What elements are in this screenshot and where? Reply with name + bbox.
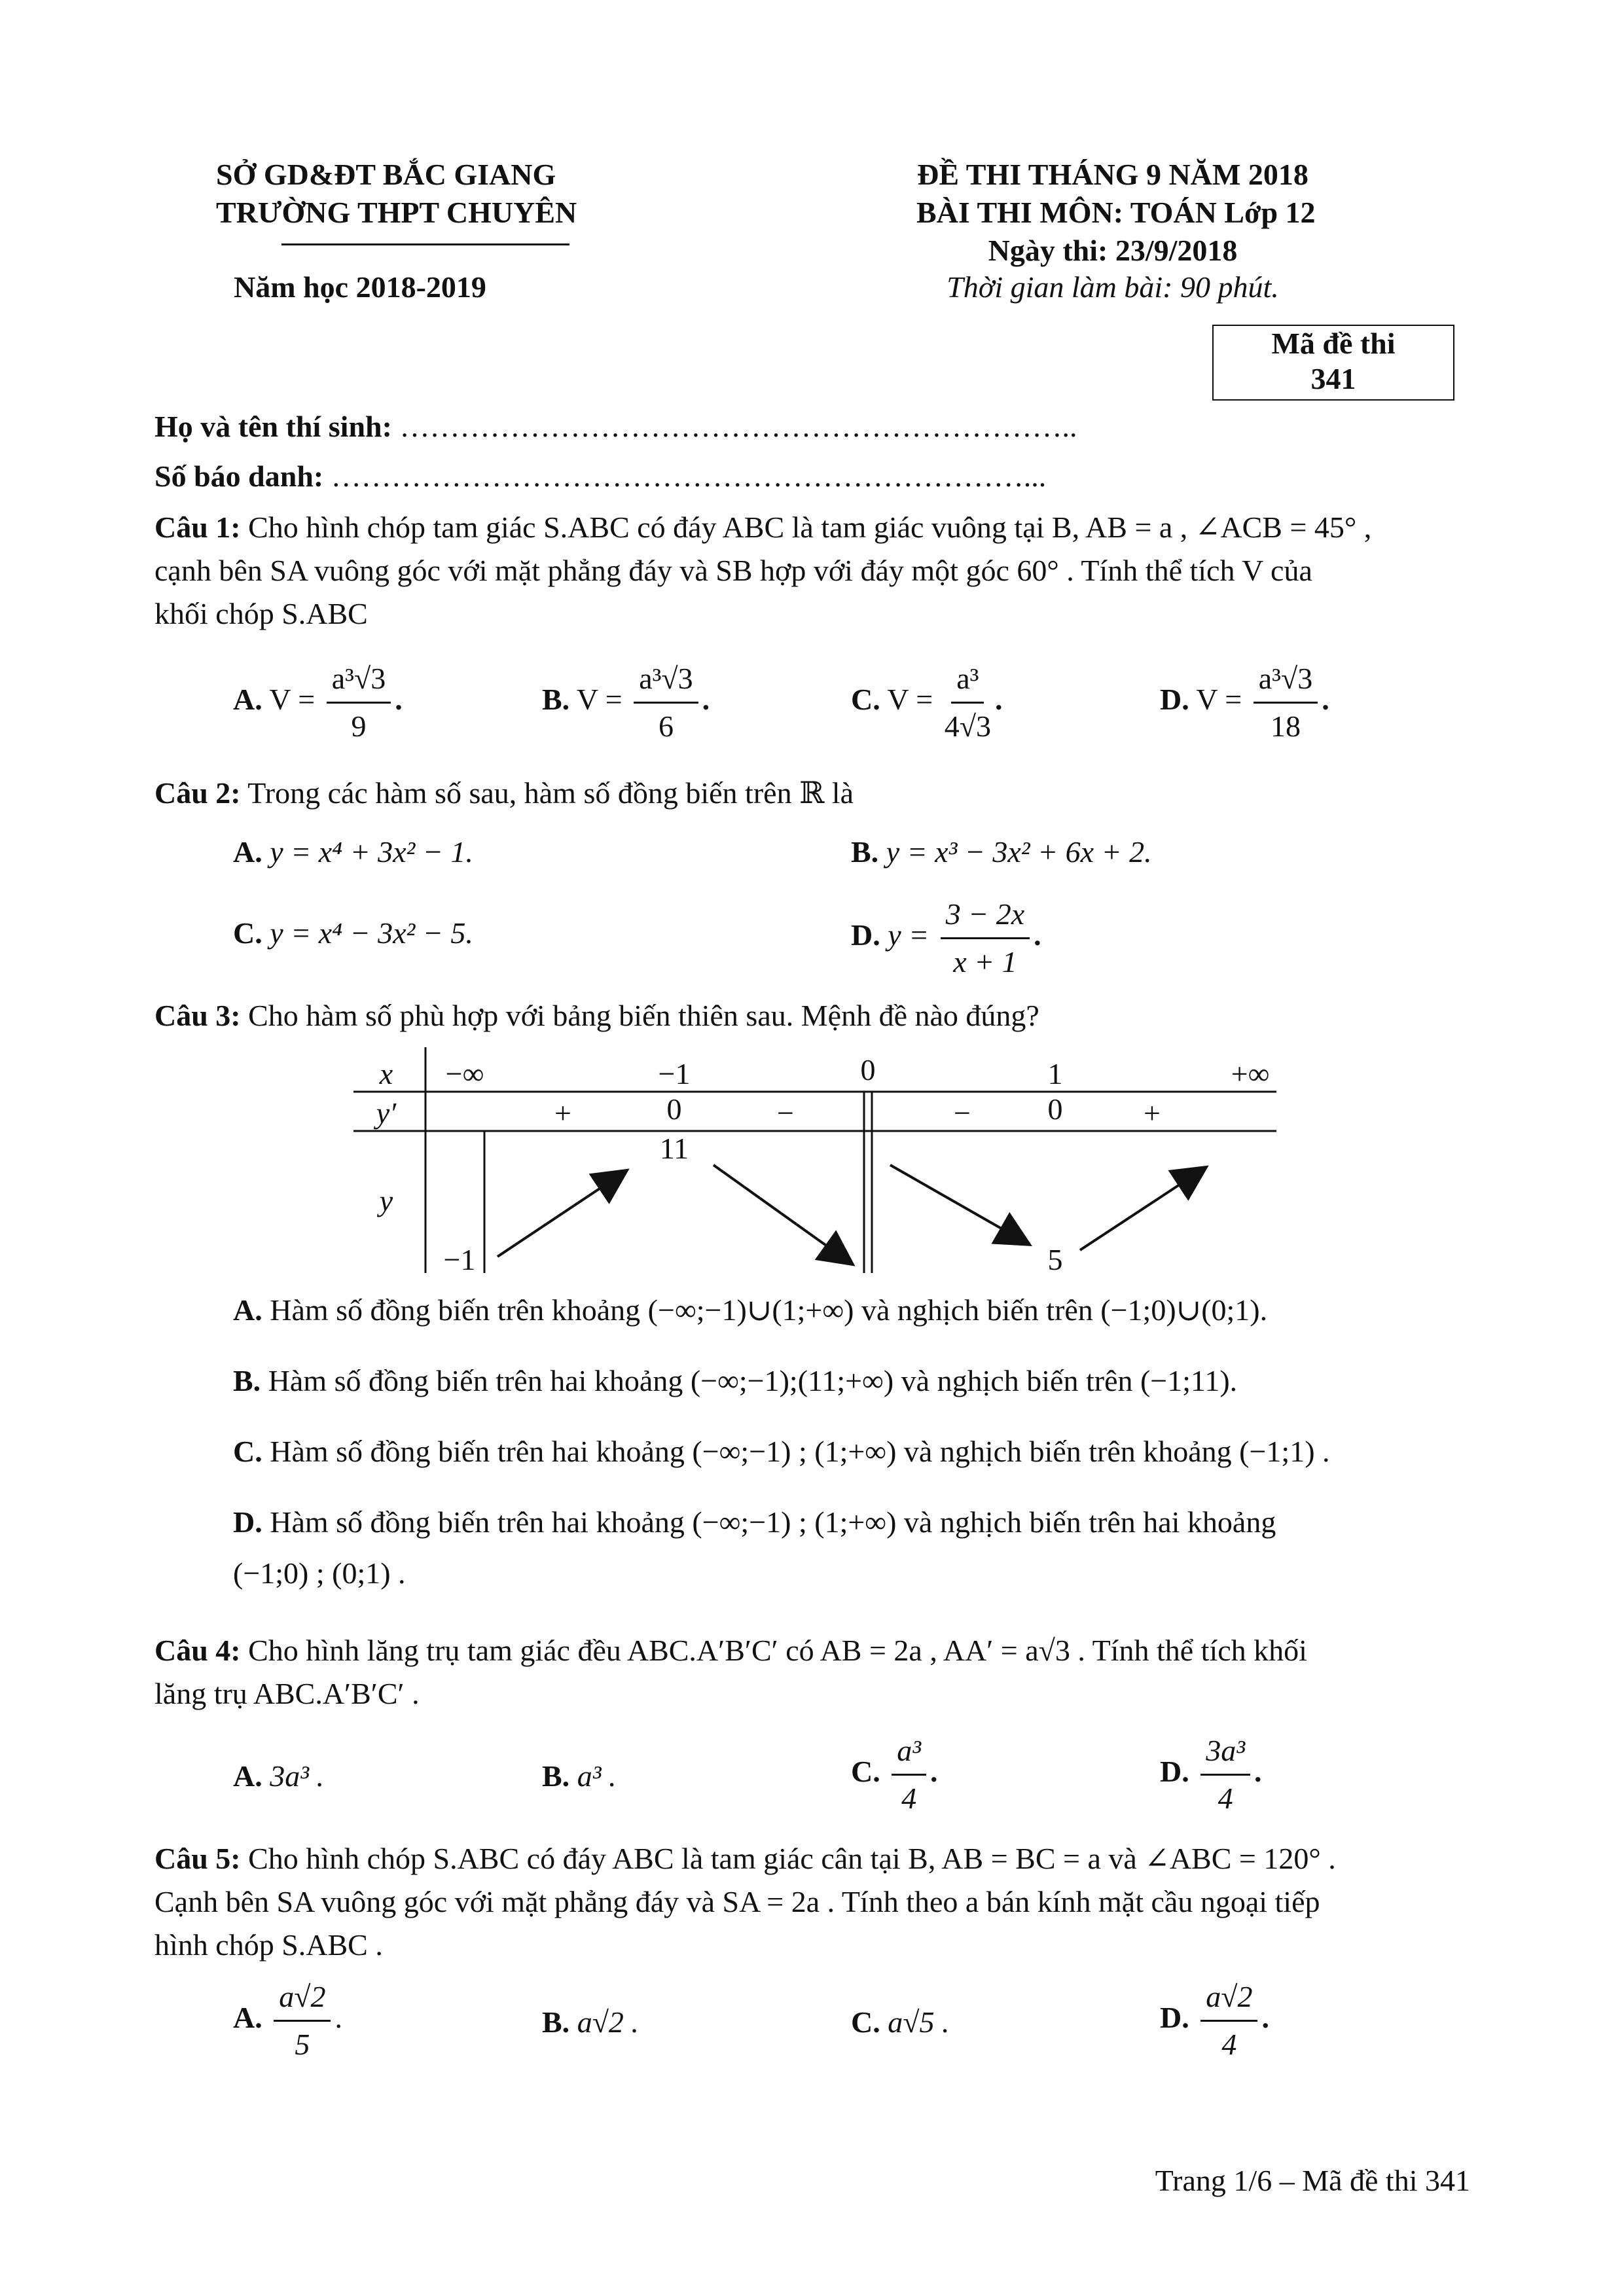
arrow-up-1 <box>497 1172 625 1257</box>
q2-option-b[interactable] <box>851 831 1152 873</box>
exam-duration: Thời gian làm bài: 90 phút. <box>947 270 1279 304</box>
q5-text-line3: hình chóp S.ABC . <box>154 1928 383 1962</box>
q5-option-c-label: C. <box>851 2005 880 2039</box>
table-y-val-left: −1 <box>443 1243 476 1276</box>
q1-option-d-num: a³√3 <box>1254 656 1318 704</box>
student-name-field: ………………………………………………………….. <box>399 410 1077 443</box>
q4-option-b-label: B. <box>542 1759 570 1793</box>
q3-option-c-label: C. <box>233 1435 262 1468</box>
q2-label: Câu 2: <box>154 776 241 810</box>
q4-option-d-label: D. <box>1160 1755 1189 1789</box>
table-yp-val-1: 0 <box>666 1092 682 1126</box>
table-yp-val-4: 0 <box>1047 1092 1063 1126</box>
q5-option-b-expr: a√2 . <box>577 2005 639 2039</box>
q1-option-b-label: B. <box>542 683 570 717</box>
q4-option-c-num: a³ <box>892 1728 926 1776</box>
q1-option-d-lhs: V = <box>1196 683 1242 717</box>
q1-option-c-den: 4√3 <box>944 709 991 743</box>
q3-option-d-label: D. <box>233 1505 262 1539</box>
q4-option-b[interactable] <box>542 1755 616 1797</box>
q5-text-line2: Cạnh bên SA vuông góc với mặt phẳng đáy và SA = 2a . Tính theo a bán kính mặt cầu ngoại tiếp <box>154 1885 1320 1918</box>
q4-option-a-expr: 3a³ . <box>270 1759 325 1793</box>
q3-option-d-text-line1: Hàm số đồng biến trên hai khoảng (−∞;−1) ; (1;+∞) và nghịch biến trên hai khoảng <box>270 1505 1276 1539</box>
q2-text <box>154 772 1470 814</box>
q3-option-c-text: Hàm số đồng biến trên hai khoảng (−∞;−1) ; (1;+∞) và nghịch biến trên khoảng (−1;1) . <box>270 1435 1330 1468</box>
table-x-val-1: −1 <box>658 1057 691 1090</box>
table-x-val-3: 1 <box>1047 1057 1063 1090</box>
q4-option-a-label: A. <box>233 1759 262 1793</box>
q5-option-d-num: a√2 <box>1200 1974 1257 2022</box>
q2-option-a-expr: y = x⁴ + 3x² − 1. <box>270 835 473 869</box>
q1-option-c[interactable]: C. V = $\frac{\text{a³}}{4√3}$ . <box>851 656 1003 749</box>
q4-option-d[interactable]: D. $\frac{\text{3a³}}{4}$ . <box>1160 1728 1262 1821</box>
q1-text-line1: Cho hình chóp tam giác S.ABC có đáy ABC là tam giác vuông tại B, AB = a , ∠ACB = 45° , <box>248 511 1372 544</box>
q3-text <box>154 995 1470 1037</box>
q2-option-d-den: x + 1 <box>953 945 1017 978</box>
q1-option-a-den: 9 <box>351 709 367 743</box>
q1-option-c-num: a³ <box>951 656 984 704</box>
arrow-down-2 <box>890 1165 1028 1244</box>
q5-text-line1: Cho hình chóp S.ABC có đáy ABC là tam giác cân tại B, AB = BC = a và ∠ABC = 120° . <box>248 1842 1336 1875</box>
page-footer: Trang 1/6 – Mã đề thi 341 <box>1155 2164 1470 2197</box>
q4-option-c-den: 4 <box>901 1782 917 1815</box>
q2-text-body: Trong các hàm số sau, hàm số đồng biến trên ℝ là <box>247 776 854 810</box>
q5-option-a[interactable]: A. $\frac{a√2}{5}$ . <box>233 1974 342 2068</box>
q4-label: Câu 4: <box>154 1634 241 1667</box>
q1-option-a[interactable]: A. V = $\frac{\text{a³√3}}{9}$ . <box>233 656 403 749</box>
q1-text <box>154 507 1470 548</box>
q3-text-body: Cho hàm số phù hợp với bảng biến thiên sau. Mệnh đề nào đúng? <box>248 999 1039 1032</box>
q2-option-b-expr: y = x³ − 3x² + 6x + 2. <box>886 835 1152 869</box>
arrow-down-1 <box>713 1165 851 1263</box>
q2-option-b-label: B. <box>851 835 879 869</box>
q1-option-a-lhs: V = <box>269 683 316 717</box>
table-yprime-label: y′ <box>376 1096 397 1130</box>
q4-text-line1: Cho hình lăng trụ tam giác đều ABC.A′B′C′ có AB = 2a , AA′ = a√3 . Tính thể tích khối <box>248 1634 1307 1667</box>
table-x-val-0: −∞ <box>445 1057 484 1090</box>
q3-option-b[interactable] <box>233 1360 1237 1402</box>
q5-option-a-label: A. <box>233 2001 262 2035</box>
q5-option-d[interactable]: D. $\frac{a√2}{4}$ . <box>1160 1974 1269 2068</box>
q1-option-a-num: a³√3 <box>327 656 391 704</box>
q5-option-c[interactable] <box>851 2001 949 2043</box>
student-id-field: ……………………………………………………………... <box>331 459 1047 493</box>
q1-option-c-label: C. <box>851 683 880 717</box>
q3-label: Câu 3: <box>154 999 241 1032</box>
q1-text-line3: khối chóp S.ABC <box>154 597 368 630</box>
table-x-label: x <box>379 1057 393 1090</box>
table-x-val-2: 0 <box>860 1053 876 1086</box>
q5-label: Câu 5: <box>154 1842 241 1875</box>
q1-option-b-den: 6 <box>658 709 674 743</box>
q1-label: Câu 1: <box>154 511 241 544</box>
q4-option-b-expr: a³ . <box>577 1759 617 1793</box>
q2-option-a[interactable] <box>233 831 473 873</box>
q2-option-d-label: D. <box>851 918 880 952</box>
q1-option-d-den: 18 <box>1270 709 1301 743</box>
exam-subject: BÀI THI MÔN: TOÁN Lớp 12 <box>916 196 1316 229</box>
q1-option-b-num: a³√3 <box>634 656 698 704</box>
table-yp-val-0: + <box>554 1096 571 1130</box>
q2-option-d-num: 3 − 2x <box>941 891 1030 939</box>
q5-option-b[interactable] <box>542 2001 639 2043</box>
exam-code-label: Mã đề thi <box>1271 327 1396 360</box>
school-dept: SỞ GD&ĐT BẮC GIANG <box>216 158 556 191</box>
q4-option-a[interactable] <box>233 1755 324 1797</box>
q2-option-d-lhs: y = <box>888 918 929 952</box>
q3-option-a[interactable] <box>233 1289 1267 1331</box>
q3-option-c[interactable] <box>233 1431 1330 1473</box>
table-yp-val-2: − <box>777 1096 794 1130</box>
exam-code-box <box>1212 325 1454 401</box>
q2-option-d[interactable]: D. y = $\frac{3 - 2x}{x + 1}$ . <box>851 891 1041 985</box>
exam-code-value: 341 <box>1310 362 1356 395</box>
table-y-val-max: 11 <box>659 1132 689 1165</box>
q2-option-c-label: C. <box>233 916 262 950</box>
exam-title: ĐỀ THI THÁNG 9 NĂM 2018 <box>917 158 1308 191</box>
q5-option-d-label: D. <box>1160 2001 1189 2035</box>
q5-text <box>154 1838 1470 1880</box>
q3-option-a-text: Hàm số đồng biến trên khoảng (−∞;−1)∪(1;+∞) và nghịch biến trên (−1;0)∪(0;1). <box>270 1293 1268 1327</box>
q5-option-a-den: 5 <box>295 2028 310 2061</box>
exam-date: Ngày thi: 23/9/2018 <box>988 234 1238 267</box>
q3-option-a-label: A. <box>233 1293 262 1327</box>
q5-option-a-num: a√2 <box>274 1974 331 2022</box>
q1-option-b[interactable]: B. V = $\frac{\text{a³√3}}{6}$ . <box>542 656 710 749</box>
arrow-up-2 <box>1080 1168 1204 1250</box>
table-x-val-4: +∞ <box>1231 1057 1270 1090</box>
q4-option-c-label: C. <box>851 1755 880 1789</box>
student-name-row <box>154 406 1077 448</box>
q4-option-c[interactable]: C. $\frac{\text{a³}}{4}$ . <box>851 1728 938 1821</box>
q1-option-d-label: D. <box>1160 683 1189 717</box>
q1-option-c-lhs: V = <box>887 683 933 717</box>
q5-option-b-label: B. <box>542 2005 570 2039</box>
q4-option-d-den: 4 <box>1218 1782 1233 1815</box>
table-y-val-min: 5 <box>1047 1243 1063 1276</box>
q2-option-a-label: A. <box>233 835 262 869</box>
student-id-row <box>154 456 1046 497</box>
q5-option-d-den: 4 <box>1221 2028 1237 2061</box>
q4-option-d-num: 3a³ <box>1200 1728 1250 1776</box>
q2-option-c[interactable] <box>233 912 473 954</box>
school-year: Năm học 2018-2019 <box>234 270 486 304</box>
q1-text-line2: cạnh bên SA vuông góc với mặt phẳng đáy và SB hợp với đáy một góc 60° . Tính thể tích V của <box>154 554 1312 587</box>
school-name: TRƯỜNG THPT CHUYÊN <box>216 196 577 229</box>
q2-option-c-expr: y = x⁴ − 3x² − 5. <box>270 916 473 950</box>
q3-option-d[interactable] <box>233 1501 1470 1543</box>
q3-option-b-text: Hàm số đồng biến trên hai khoảng (−∞;−1);(11;+∞) và nghịch biến trên (−1;11). <box>268 1364 1238 1397</box>
q1-option-a-label: A. <box>233 683 262 717</box>
q5-option-c-expr: a√5 . <box>888 2005 950 2039</box>
header-divider <box>281 243 569 245</box>
table-yp-val-5: + <box>1144 1096 1161 1130</box>
variation-table <box>347 1047 1283 1283</box>
table-yp-val-3: − <box>954 1096 971 1130</box>
q4-text <box>154 1630 1470 1672</box>
table-y-label: y <box>379 1184 393 1217</box>
student-id-label: Số báo danh: <box>154 459 324 493</box>
q1-option-d[interactable]: D. V = $\frac{\text{a³√3}}{18}$ . <box>1160 656 1329 749</box>
q3-option-d-text-line2: (−1;0) ; (0;1) . <box>233 1556 406 1590</box>
q4-text-line2: lăng trụ ABC.A′B′C′ . <box>154 1677 420 1710</box>
q1-option-b-lhs: V = <box>576 683 623 717</box>
q3-option-b-label: B. <box>233 1364 261 1397</box>
student-name-label: Họ và tên thí sinh: <box>154 410 392 443</box>
